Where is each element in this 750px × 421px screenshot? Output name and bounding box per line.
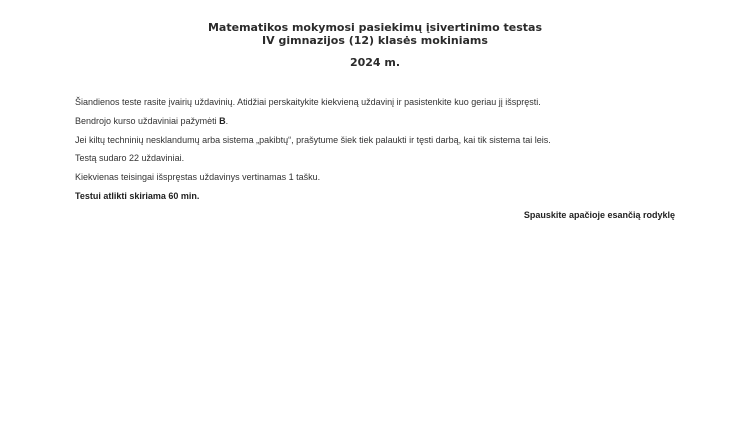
page-title: Matematikos mokymosi pasiekimų įsivertinimo testas (207, 21, 543, 34)
instruction-scoring: Kiekvienas teisingai išspręstas uždavinys vertinamas 1 tašku. (75, 172, 321, 183)
instruction-intro: Šiandienos teste rasite įvairių uždavinių. Atidžiai perskaitykite kiekvieną uždavinį ir pasistenkite kuo geriau jį išspręsti. (75, 97, 541, 107)
instruction-general-course-text: Bendrojo kurso uždaviniai pažymėti (75, 115, 220, 126)
instruction-time-limit: Testui atlikti skiriama 60 min. (75, 190, 200, 201)
test-year: 2024 m. (349, 56, 401, 69)
page-subtitle: IV gimnazijos (12) klasės mokiniams (262, 34, 488, 47)
instruction-general-course (75, 115, 675, 127)
next-arrow-hint: Spauskite apačioje esančią rodyklę (523, 209, 675, 220)
general-course-mark: B (219, 115, 226, 126)
test-header (0, 21, 750, 69)
instruction-task-count: Testą sudaro 22 uždaviniai. (75, 153, 185, 164)
instruction-general-course-end: . (225, 115, 229, 126)
instruction-technical-issues: Jei kiltų techninių nesklandumų arba sistema „pakibtų“, prašytume šiek tiek palaukti ir tęsti darbą, kai tik sistema tai leis. (75, 134, 551, 145)
instructions-block (75, 96, 675, 228)
